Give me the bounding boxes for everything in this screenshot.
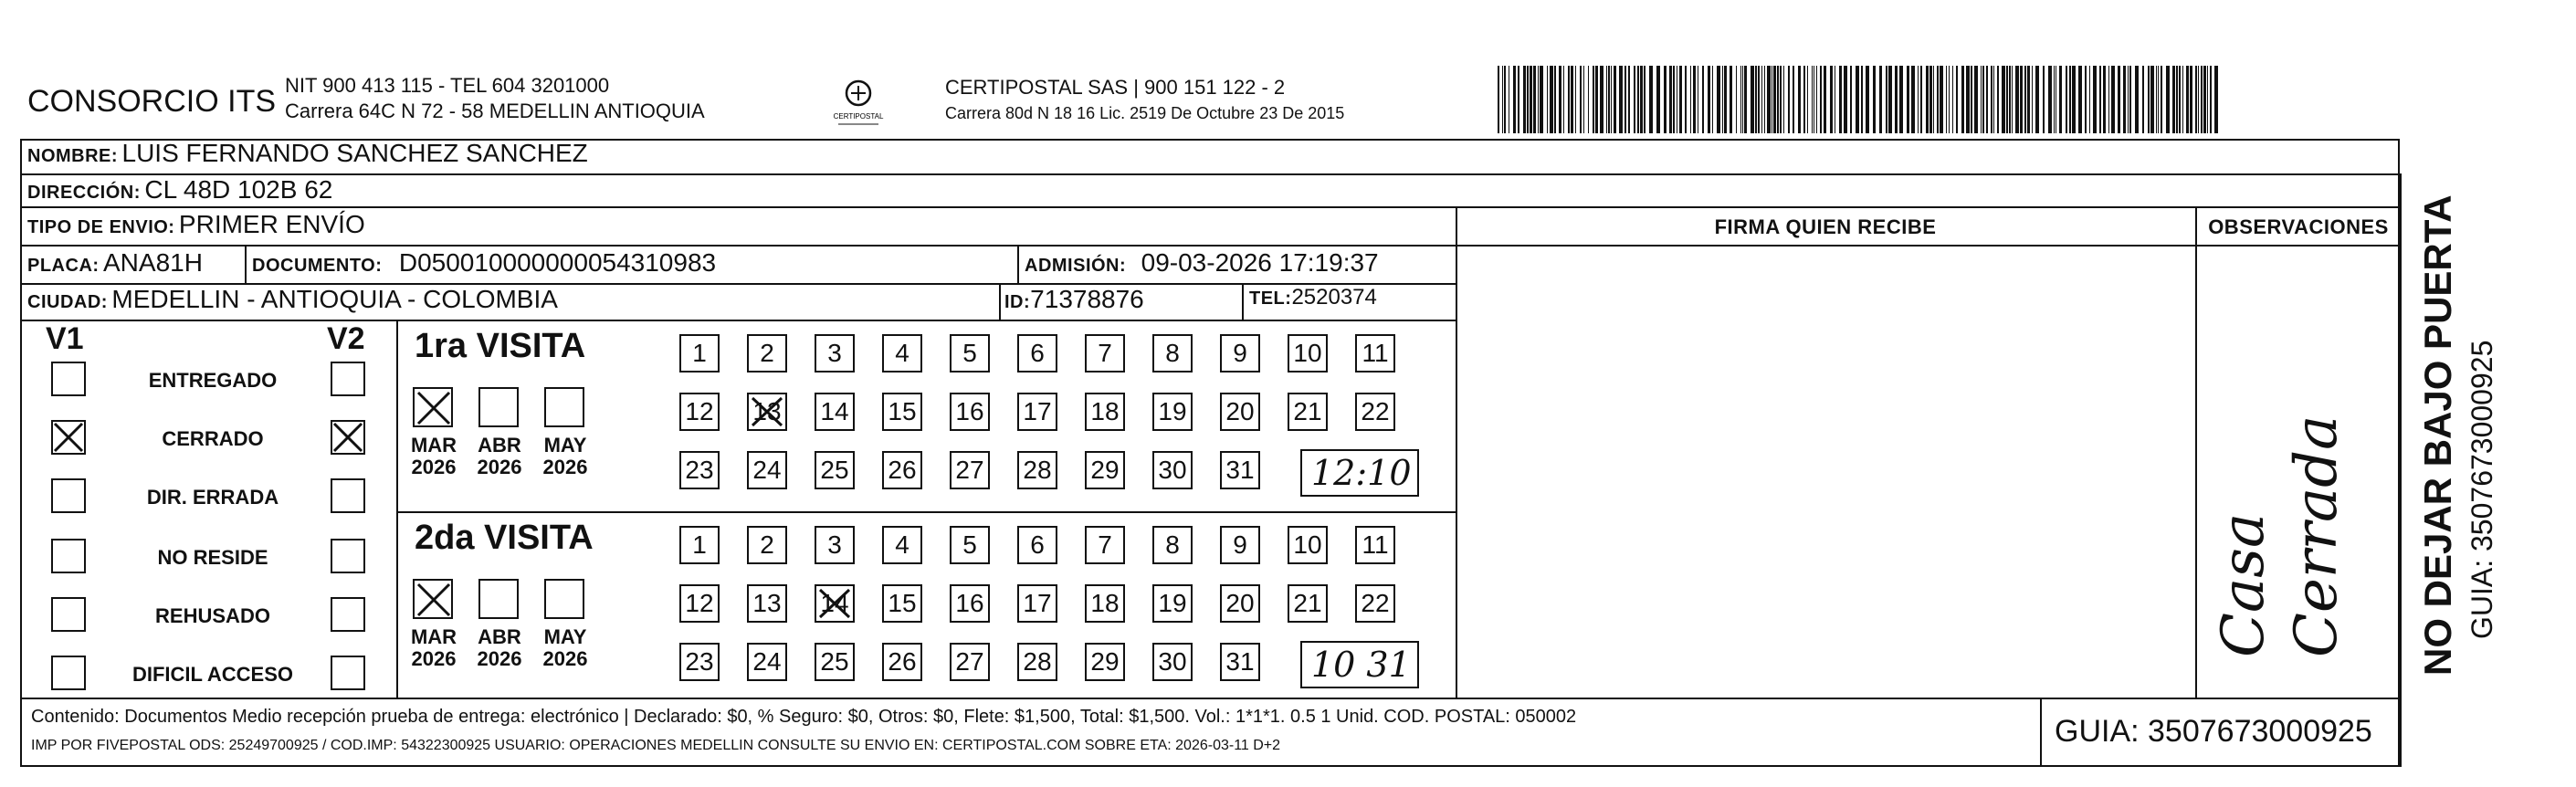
day-number: 19: [1158, 589, 1187, 617]
month-label: [533, 626, 597, 670]
day-number: 28: [1023, 647, 1052, 676]
firma-header: FIRMA QUIEN RECIBE: [1714, 215, 1937, 238]
day-number: 27: [955, 647, 984, 676]
day-box[interactable]: [1220, 526, 1260, 564]
day-box[interactable]: [882, 526, 922, 564]
day-box[interactable]: [1085, 334, 1125, 373]
day-box[interactable]: [1152, 526, 1193, 564]
day-box[interactable]: [950, 584, 990, 623]
day-number: 7: [1098, 530, 1112, 559]
divider: [20, 173, 2400, 175]
day-number: 9: [1233, 530, 1247, 559]
day-box[interactable]: [1017, 526, 1057, 564]
day-number: 6: [1030, 530, 1045, 559]
v2-checkbox[interactable]: [331, 656, 365, 690]
day-number: 1: [692, 530, 707, 559]
month-name: MAY: [543, 434, 587, 456]
month-checkbox[interactable]: [478, 387, 519, 427]
placa-label: PLACA:: [27, 256, 100, 276]
day-box[interactable]: [747, 334, 787, 373]
status-label: NO RESIDE: [157, 546, 268, 569]
company-name: CONSORCIO ITS: [27, 84, 277, 119]
day-box[interactable]: [1152, 451, 1193, 489]
day-box[interactable]: [1017, 393, 1057, 431]
day-number: 30: [1158, 456, 1187, 484]
v2-checkbox[interactable]: [331, 539, 365, 573]
id-label: ID:: [1004, 292, 1031, 312]
day-box[interactable]: [679, 584, 720, 623]
field-direccion: [27, 175, 332, 205]
certipostal-logo: [831, 75, 886, 130]
day-number: 18: [1090, 397, 1120, 425]
day-number: 5: [962, 339, 977, 367]
month-name: MAR: [410, 625, 457, 648]
day-number: 10: [1293, 530, 1322, 559]
day-number: 8: [1165, 530, 1180, 559]
day-number: 14: [820, 589, 849, 617]
day-box[interactable]: [1152, 643, 1193, 681]
day-box[interactable]: [1355, 393, 1395, 431]
day-number: 17: [1023, 589, 1052, 617]
day-number: 3: [827, 530, 842, 559]
handwriting-line-1: Casa: [2210, 512, 2277, 657]
day-number: 8: [1165, 339, 1180, 367]
month-checkbox[interactable]: [544, 579, 584, 619]
visit-time: 10 31: [1311, 645, 1411, 685]
month-label: [402, 626, 466, 670]
day-number: 16: [955, 589, 984, 617]
divider: [20, 245, 2400, 247]
day-number: 22: [1361, 397, 1390, 425]
tipo-value: PRIMER ENVÍO: [178, 210, 365, 238]
month-checkbox[interactable]: [544, 387, 584, 427]
day-number: 21: [1293, 397, 1322, 425]
day-number: 3: [827, 339, 842, 367]
day-box[interactable]: [1017, 643, 1057, 681]
day-number: 14: [820, 397, 849, 425]
day-number: 26: [888, 647, 917, 676]
day-box[interactable]: [747, 393, 787, 431]
field-ciudad: [27, 285, 558, 314]
day-number: 31: [1225, 647, 1255, 676]
day-box[interactable]: [1355, 526, 1395, 564]
month-name: ABR: [478, 434, 521, 456]
month-name: ABR: [478, 625, 521, 648]
month-label: [533, 435, 597, 478]
day-box[interactable]: [1288, 334, 1328, 373]
placa-value: ANA81H: [103, 248, 203, 277]
day-box[interactable]: [815, 393, 855, 431]
divider: [20, 698, 2400, 699]
footer-content: Contenido: Documentos Medio recepción prueba de entrega: electrónico | Declarado: $0, % Seguro: $0, Otros: $0, Flete: $1,500, Total: $1,500. Vol.: 1*1*1. 0.5 1 Unid. COD. POSTAL: 050002: [31, 707, 1577, 727]
day-number: 29: [1090, 647, 1120, 676]
cert-line-1: CERTIPOSTAL SAS | 900 151 122 - 2: [945, 76, 1286, 99]
divider: [20, 206, 2400, 208]
observaciones-header: OBSERVACIONES: [2208, 215, 2389, 238]
day-box[interactable]: [1017, 451, 1057, 489]
cert-line-2: Carrera 80d N 18 16 Lic. 2519 De Octubre 23 De 2015: [945, 104, 1345, 122]
day-number: 25: [820, 456, 849, 484]
divider: [2195, 245, 2400, 247]
address-line: Carrera 64C N 72 - 58 MEDELLIN ANTIOQUIA: [285, 100, 705, 122]
divider: [1456, 206, 1457, 698]
day-box[interactable]: [1085, 643, 1125, 681]
day-number: 21: [1293, 589, 1322, 617]
day-box[interactable]: [1355, 334, 1395, 373]
day-box[interactable]: [1288, 584, 1328, 623]
guia-number: GUIA: 3507673000925: [2055, 714, 2372, 749]
day-box[interactable]: [1220, 643, 1260, 681]
day-number: 13: [752, 397, 782, 425]
day-box[interactable]: [679, 393, 720, 431]
field-admision: [1025, 248, 1379, 278]
day-box[interactable]: [747, 584, 787, 623]
day-box[interactable]: [1017, 334, 1057, 373]
day-number: 25: [820, 647, 849, 676]
day-box[interactable]: [1220, 393, 1260, 431]
no-dejar-bajo-puerta: NO DEJAR BAJO PUERTA: [2416, 194, 2459, 676]
day-number: 11: [1362, 530, 1389, 559]
day-number: 29: [1090, 456, 1120, 484]
month-name: MAY: [543, 625, 587, 648]
divider: [2040, 698, 2042, 767]
day-number: 11: [1362, 339, 1389, 367]
day-number: 9: [1233, 339, 1247, 367]
month-year: 2026: [542, 456, 588, 478]
day-box[interactable]: [747, 526, 787, 564]
divider: [1242, 283, 1244, 320]
day-number: 22: [1361, 589, 1390, 617]
day-box[interactable]: [1152, 584, 1193, 623]
divider: [999, 283, 1001, 320]
status-label: ENTREGADO: [148, 369, 278, 392]
day-box[interactable]: [1085, 526, 1125, 564]
field-tipo-envio: [27, 210, 365, 239]
month-year: 2026: [411, 456, 457, 478]
day-box[interactable]: [1152, 334, 1193, 373]
divider: [2400, 173, 2402, 767]
divider: [20, 320, 1456, 321]
day-box[interactable]: [950, 643, 990, 681]
day-number: 17: [1023, 397, 1052, 425]
v2-checkbox[interactable]: [331, 362, 365, 396]
day-box[interactable]: [950, 451, 990, 489]
v2-checkbox[interactable]: [331, 420, 365, 455]
field-nombre: [27, 139, 588, 168]
field-tel: [1249, 285, 1377, 310]
day-number: 30: [1158, 647, 1187, 676]
day-box[interactable]: [950, 393, 990, 431]
day-box[interactable]: [747, 451, 787, 489]
day-number: 13: [752, 589, 782, 617]
day-number: 24: [752, 456, 782, 484]
day-number: 23: [685, 456, 714, 484]
day-box[interactable]: [950, 526, 990, 564]
day-box[interactable]: [1017, 584, 1057, 623]
status-label: REHUSADO: [155, 604, 270, 627]
day-number: 12: [685, 589, 714, 617]
day-number: 2: [760, 530, 774, 559]
day-number: 28: [1023, 456, 1052, 484]
footer-imp: IMP POR FIVEPOSTAL ODS: 25249700925 / COD.IMP: 54322300925 USUARIO: OPERACIONES MEDELLIN CONSULTE SU ENVIO EN: CERTIPOSTAL.COM SOBRE ETA: 2026-03-11 D+2: [31, 738, 1281, 753]
day-box[interactable]: [679, 334, 720, 373]
field-placa: [27, 248, 203, 278]
company-info: [285, 73, 705, 124]
day-number: 24: [752, 647, 782, 676]
day-number: 20: [1225, 397, 1255, 425]
day-box[interactable]: [882, 643, 922, 681]
admision-label: ADMISIÓN:: [1025, 256, 1127, 276]
visit-time: 12:10: [1311, 453, 1412, 493]
day-box[interactable]: [679, 526, 720, 564]
documento-label: DOCUMENTO:: [252, 256, 383, 276]
barcode: [1498, 66, 2219, 133]
month-label: [402, 435, 466, 478]
month-year: 2026: [411, 647, 457, 670]
v1-checkbox[interactable]: [51, 478, 86, 513]
visit-time-box[interactable]: [1300, 449, 1419, 497]
v1-checkbox[interactable]: [51, 420, 86, 455]
day-number: 6: [1030, 339, 1045, 367]
day-box[interactable]: [679, 451, 720, 489]
divider: [396, 511, 1456, 513]
tipo-label: TIPO DE ENVIO:: [27, 217, 175, 237]
v1-checkbox[interactable]: [51, 362, 86, 396]
day-number: 5: [962, 530, 977, 559]
ciudad-label: CIUDAD:: [27, 292, 108, 312]
v1-checkbox[interactable]: [51, 656, 86, 690]
v1-checkbox[interactable]: [51, 597, 86, 632]
v1-header: V1: [46, 321, 84, 356]
month-label: [468, 626, 531, 670]
visit-time-box[interactable]: [1300, 641, 1419, 688]
day-box[interactable]: [1220, 584, 1260, 623]
day-box[interactable]: [1085, 451, 1125, 489]
day-box[interactable]: [815, 451, 855, 489]
field-id: [1004, 285, 1144, 314]
divider: [2195, 206, 2197, 698]
status-label: DIR. ERRADA: [146, 486, 279, 509]
side-guia: GUIA: 3507673000925: [2466, 340, 2498, 639]
divider: [396, 320, 398, 698]
month-year: 2026: [542, 647, 588, 670]
logo-text: CERTIPOSTAL: [833, 112, 884, 121]
day-number: 4: [895, 339, 909, 367]
day-number: 1: [692, 339, 707, 367]
day-box[interactable]: [815, 526, 855, 564]
day-box[interactable]: [882, 584, 922, 623]
status-label: DIFICIL ACCESO: [131, 663, 293, 686]
day-box[interactable]: [882, 334, 922, 373]
direccion-value: CL 48D 102B 62: [144, 175, 333, 204]
day-number: 16: [955, 397, 984, 425]
day-number: 12: [685, 397, 714, 425]
day-box[interactable]: [1152, 393, 1193, 431]
day-box[interactable]: [1085, 393, 1125, 431]
day-number: 7: [1098, 339, 1112, 367]
tel-value: 2520374: [1291, 285, 1377, 310]
visit-title: 2da VISITA: [415, 519, 594, 557]
day-number: 26: [888, 456, 917, 484]
admision-value: 09-03-2026 17:19:37: [1141, 248, 1379, 277]
handwriting-line-2: Cerrada: [2283, 414, 2350, 657]
direccion-label: DIRECCIÓN:: [27, 183, 141, 203]
v2-checkbox[interactable]: [331, 478, 365, 513]
day-box[interactable]: [815, 584, 855, 623]
status-label: CERRADO: [162, 427, 264, 450]
day-number: 19: [1158, 397, 1187, 425]
v1-checkbox[interactable]: [51, 539, 86, 573]
nombre-value: LUIS FERNANDO SANCHEZ SANCHEZ: [121, 139, 588, 167]
month-year: 2026: [477, 647, 522, 670]
certipostal-info: [945, 75, 1344, 126]
day-number: 23: [685, 647, 714, 676]
field-documento: [252, 248, 716, 278]
day-box[interactable]: [882, 393, 922, 431]
month-year: 2026: [477, 456, 522, 478]
nombre-label: NOMBRE:: [27, 146, 119, 166]
month-name: MAR: [410, 434, 457, 456]
divider: [1017, 245, 1019, 283]
day-box[interactable]: [1220, 334, 1260, 373]
day-number: 31: [1225, 456, 1255, 484]
day-box[interactable]: [679, 643, 720, 681]
day-number: 10: [1293, 339, 1322, 367]
id-value: 71378876: [1030, 285, 1144, 313]
v2-header: V2: [327, 321, 365, 356]
day-box[interactable]: [1288, 526, 1328, 564]
month-label: [468, 435, 531, 478]
day-box[interactable]: [882, 451, 922, 489]
day-number: 15: [888, 589, 917, 617]
nit-line: NIT 900 413 115 - TEL 604 3201000: [285, 74, 610, 97]
day-number: 20: [1225, 589, 1255, 617]
day-number: 18: [1090, 589, 1120, 617]
day-number: 15: [888, 397, 917, 425]
divider: [245, 245, 247, 283]
day-number: 27: [955, 456, 984, 484]
documento-value: D050010000000054310983: [398, 248, 717, 277]
day-box[interactable]: [747, 643, 787, 681]
day-box[interactable]: [950, 334, 990, 373]
day-number: 2: [760, 339, 774, 367]
month-checkbox[interactable]: [413, 387, 453, 427]
day-number: 4: [895, 530, 909, 559]
ciudad-value: MEDELLIN - ANTIOQUIA - COLOMBIA: [111, 285, 558, 313]
day-box[interactable]: [1085, 584, 1125, 623]
month-checkbox[interactable]: [413, 579, 453, 619]
month-checkbox[interactable]: [478, 579, 519, 619]
tel-label: TEL:: [1249, 289, 1292, 309]
day-box[interactable]: [1220, 451, 1260, 489]
day-box[interactable]: [815, 643, 855, 681]
day-box[interactable]: [1288, 393, 1328, 431]
v2-checkbox[interactable]: [331, 597, 365, 632]
day-box[interactable]: [1355, 584, 1395, 623]
day-box[interactable]: [815, 334, 855, 373]
visit-title: 1ra VISITA: [415, 327, 586, 365]
